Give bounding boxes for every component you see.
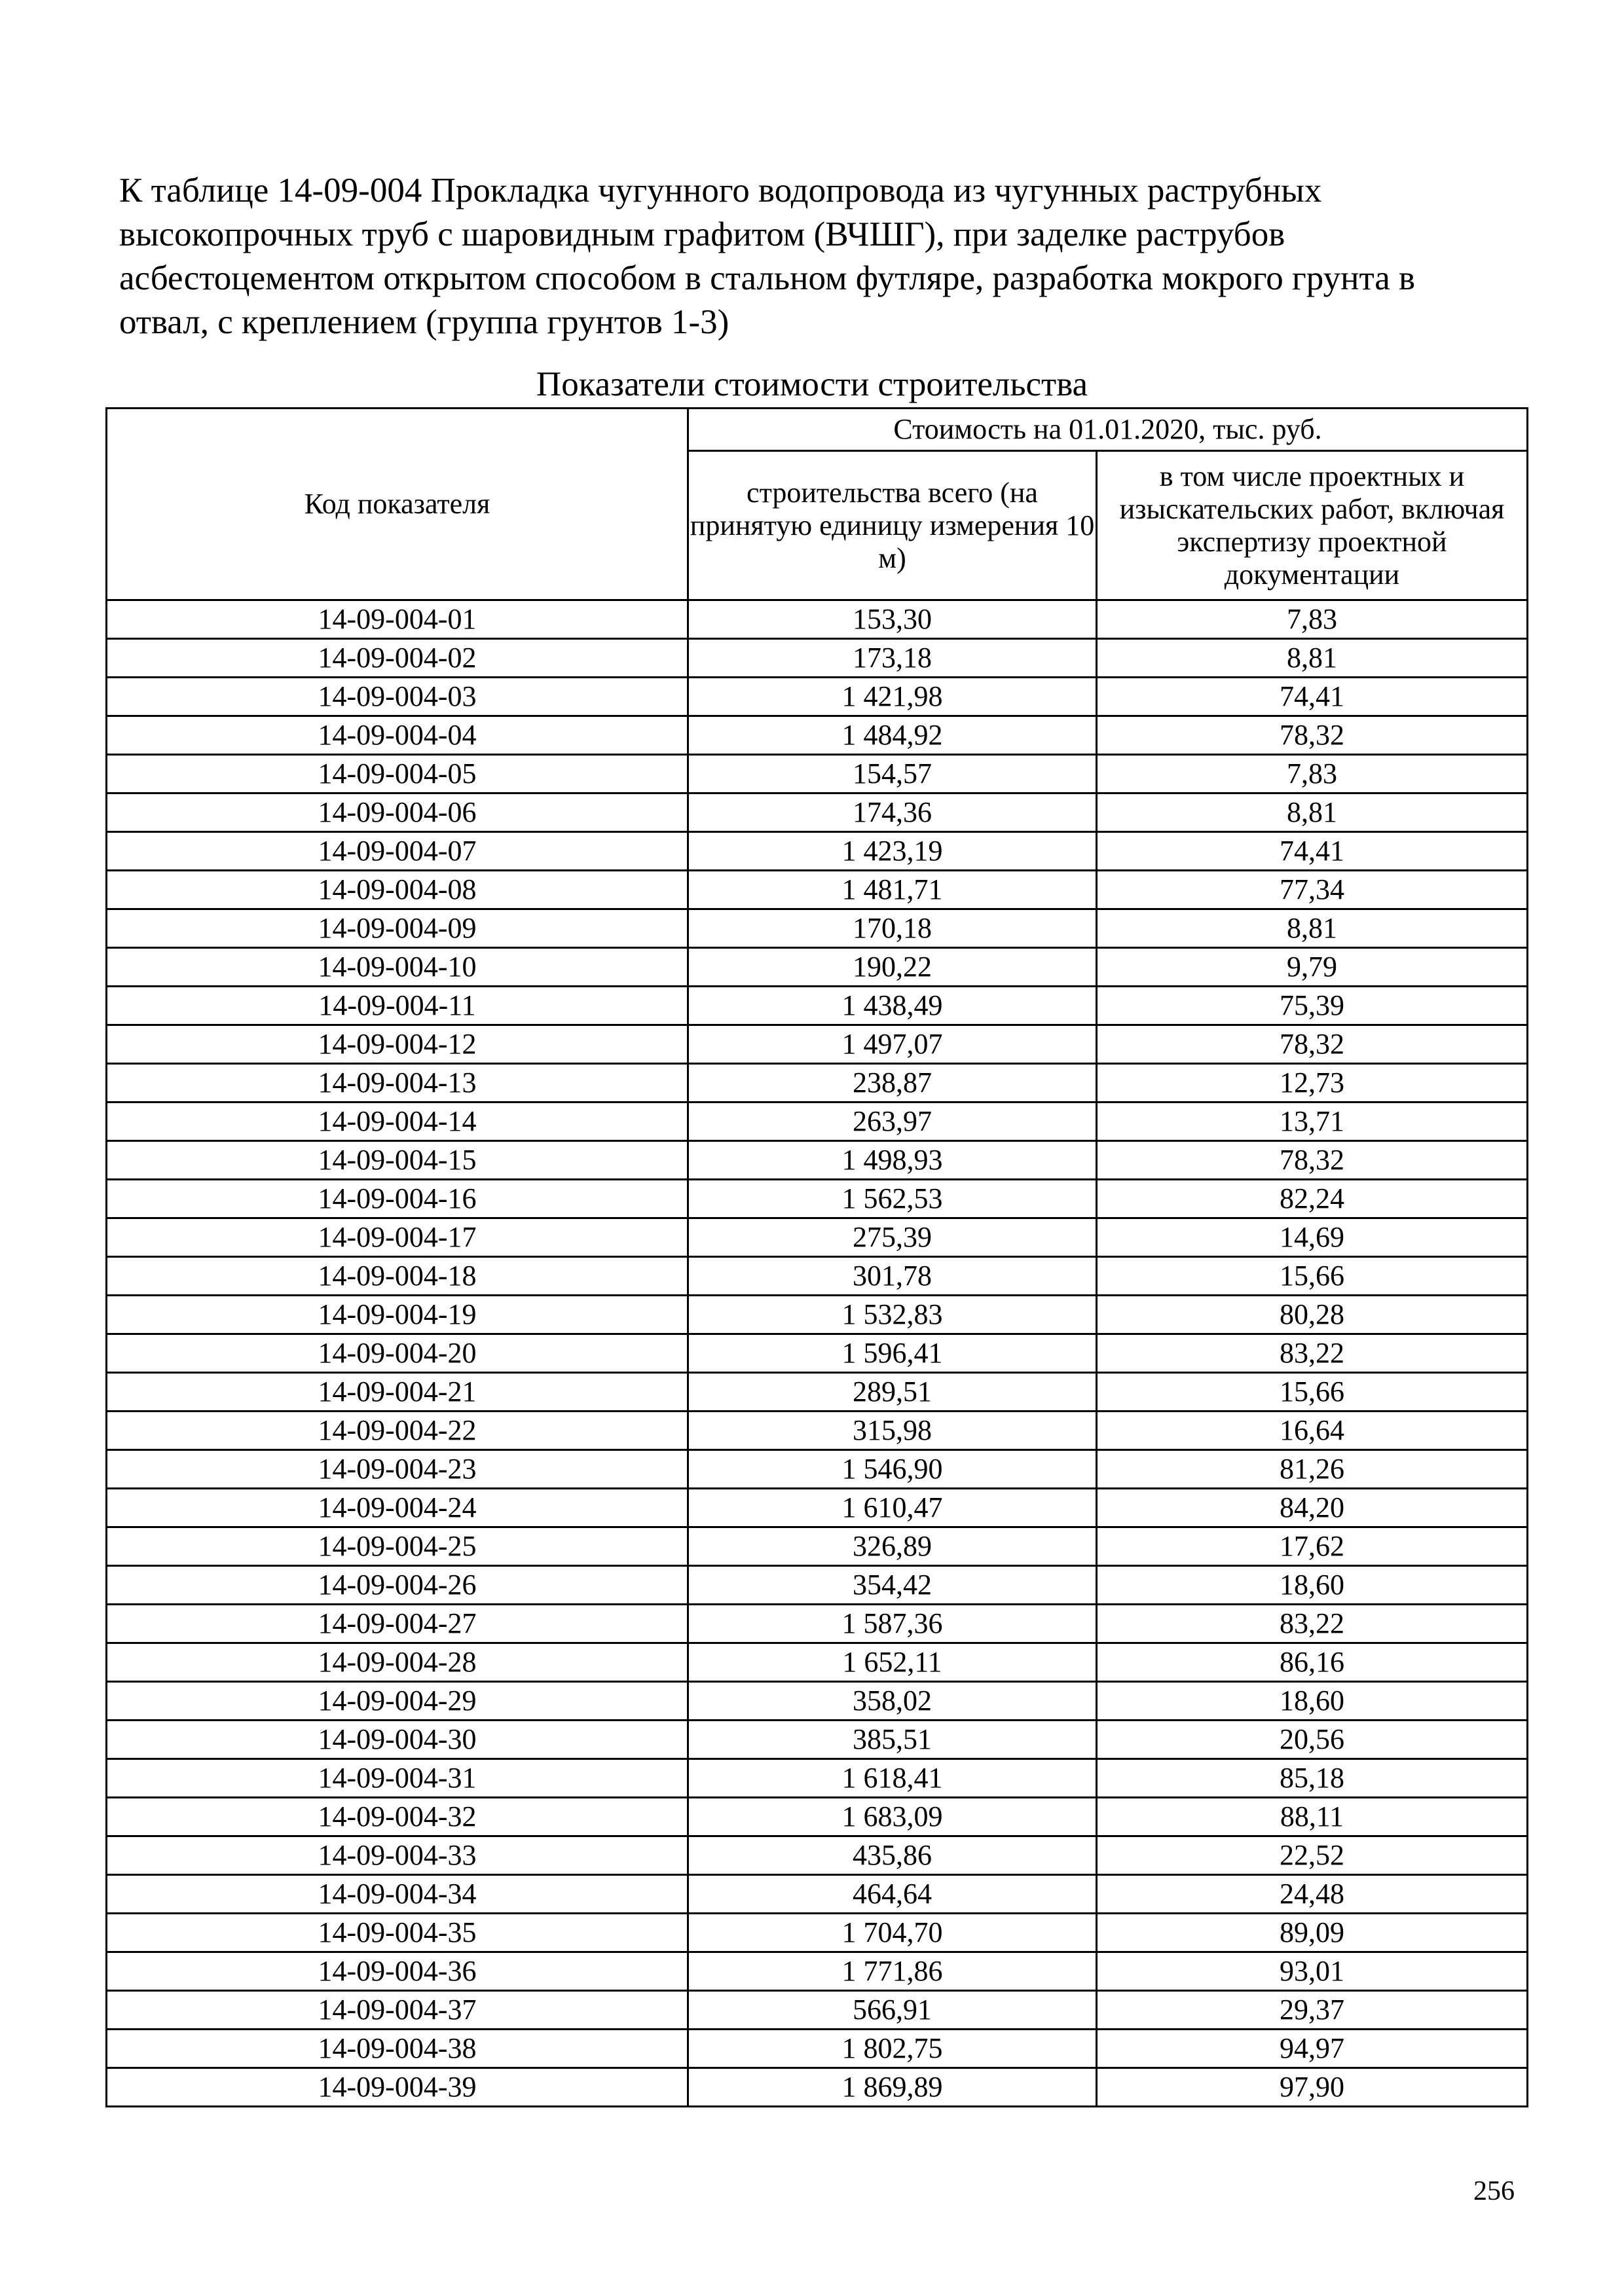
table-row [107, 1025, 1528, 1064]
cell-code: 14-09-004-18 [107, 1257, 688, 1296]
cell-total-cost: 1 546,90 [688, 1450, 1097, 1489]
cell-total-cost: 1 771,86 [688, 1952, 1097, 1991]
table-row [107, 948, 1528, 987]
cell-design-cost: 78,32 [1097, 1025, 1528, 1064]
cell-code: 14-09-004-06 [107, 793, 688, 832]
cell-code: 14-09-004-33 [107, 1836, 688, 1875]
table-row [107, 639, 1528, 678]
cell-code: 14-09-004-11 [107, 987, 688, 1025]
table-row [107, 1257, 1528, 1296]
table-row [107, 755, 1528, 793]
table-row [107, 1102, 1528, 1141]
table-row [107, 1991, 1528, 2030]
table-row [107, 909, 1528, 948]
cell-total-cost: 174,36 [688, 793, 1097, 832]
cell-total-cost: 1 683,09 [688, 1798, 1097, 1836]
cell-code: 14-09-004-20 [107, 1334, 688, 1373]
cell-design-cost: 17,62 [1097, 1527, 1528, 1566]
table-row [107, 1527, 1528, 1566]
cell-design-cost: 8,81 [1097, 639, 1528, 678]
table-title: Показатели стоимости строительства [536, 365, 1088, 403]
cell-design-cost: 84,20 [1097, 1489, 1528, 1527]
cell-code: 14-09-004-37 [107, 1991, 688, 2030]
cell-design-cost: 18,60 [1097, 1682, 1528, 1721]
table-row [107, 1180, 1528, 1218]
table-row [107, 1759, 1528, 1798]
cell-code: 14-09-004-29 [107, 1682, 688, 1721]
column-header-design-works: в том числе проектных и изыскательских работ, включая экспертизу проектной документации [1097, 451, 1528, 600]
cell-code: 14-09-004-03 [107, 678, 688, 716]
cell-code: 14-09-004-38 [107, 2030, 688, 2068]
cell-code: 14-09-004-32 [107, 1798, 688, 1836]
cost-indicators-table [105, 407, 1528, 2107]
cell-total-cost: 315,98 [688, 1412, 1097, 1450]
cell-code: 14-09-004-08 [107, 871, 688, 909]
cell-design-cost: 89,09 [1097, 1914, 1528, 1952]
cell-design-cost: 78,32 [1097, 716, 1528, 755]
cell-design-cost: 18,60 [1097, 1566, 1528, 1605]
cell-total-cost: 238,87 [688, 1064, 1097, 1102]
cell-design-cost: 9,79 [1097, 948, 1528, 987]
cell-code: 14-09-004-31 [107, 1759, 688, 1798]
table-row [107, 1836, 1528, 1875]
table-row [107, 600, 1528, 639]
cell-code: 14-09-004-36 [107, 1952, 688, 1991]
cell-total-cost: 263,97 [688, 1102, 1097, 1141]
cell-total-cost: 1 497,07 [688, 1025, 1097, 1064]
table-row [107, 793, 1528, 832]
cell-design-cost: 15,66 [1097, 1373, 1528, 1412]
cell-design-cost: 8,81 [1097, 909, 1528, 948]
table-row [107, 716, 1528, 755]
table-row [107, 1489, 1528, 1527]
cell-total-cost: 1 421,98 [688, 678, 1097, 716]
cell-total-cost: 358,02 [688, 1682, 1097, 1721]
cell-total-cost: 289,51 [688, 1373, 1097, 1412]
cell-total-cost: 1 498,93 [688, 1141, 1097, 1180]
table-row [107, 987, 1528, 1025]
cell-code: 14-09-004-26 [107, 1566, 688, 1605]
cell-total-cost: 385,51 [688, 1721, 1097, 1759]
cell-design-cost: 83,22 [1097, 1605, 1528, 1643]
cell-code: 14-09-004-13 [107, 1064, 688, 1102]
cell-code: 14-09-004-39 [107, 2068, 688, 2107]
cell-total-cost: 566,91 [688, 1991, 1097, 2030]
cell-code: 14-09-004-15 [107, 1141, 688, 1180]
cell-total-cost: 275,39 [688, 1218, 1097, 1257]
column-header-code: Код показателя [107, 409, 688, 600]
cell-code: 14-09-004-21 [107, 1373, 688, 1412]
cell-design-cost: 8,81 [1097, 793, 1528, 832]
column-group-header-cost: Стоимость на 01.01.2020, тыс. руб. [688, 409, 1528, 451]
table-row [107, 1296, 1528, 1334]
cell-total-cost: 154,57 [688, 755, 1097, 793]
table-row [107, 832, 1528, 871]
cell-design-cost: 13,71 [1097, 1102, 1528, 1141]
cell-design-cost: 7,83 [1097, 600, 1528, 639]
cell-total-cost: 1 532,83 [688, 1296, 1097, 1334]
cell-total-cost: 1 596,41 [688, 1334, 1097, 1373]
table-row [107, 871, 1528, 909]
table-row [107, 1334, 1528, 1373]
header-row-group [107, 409, 1528, 451]
cell-code: 14-09-004-35 [107, 1914, 688, 1952]
cell-total-cost: 1 438,49 [688, 987, 1097, 1025]
cell-total-cost: 1 704,70 [688, 1914, 1097, 1952]
cell-design-cost: 80,28 [1097, 1296, 1528, 1334]
cell-code: 14-09-004-24 [107, 1489, 688, 1527]
cell-code: 14-09-004-05 [107, 755, 688, 793]
cell-total-cost: 1 802,75 [688, 2030, 1097, 2068]
cell-total-cost: 1 484,92 [688, 716, 1097, 755]
cell-design-cost: 83,22 [1097, 1334, 1528, 1373]
cell-design-cost: 74,41 [1097, 832, 1528, 871]
document-heading: К таблице 14-09-004 Прокладка чугунного водопровода из чугунных раструбных высокопрочных труб с шаровидным графитом (ВЧШГ), при заделке раструбов асбестоцементом открытом способом в стальном футляре, разработка мокрого грунта в отвал, с креплением (группа грунтов 1-3) [119, 172, 1416, 341]
cell-code: 14-09-004-34 [107, 1875, 688, 1914]
cell-design-cost: 12,73 [1097, 1064, 1528, 1102]
table-row [107, 1798, 1528, 1836]
cell-code: 14-09-004-28 [107, 1643, 688, 1682]
cell-code: 14-09-004-17 [107, 1218, 688, 1257]
cell-total-cost: 153,30 [688, 600, 1097, 639]
table-row [107, 1952, 1528, 1991]
cell-code: 14-09-004-02 [107, 639, 688, 678]
cell-total-cost: 190,22 [688, 948, 1097, 987]
column-header-total: строительства всего (на принятую единицу измерения 10 м) [688, 451, 1097, 600]
cell-code: 14-09-004-04 [107, 716, 688, 755]
cell-code: 14-09-004-14 [107, 1102, 688, 1141]
cell-total-cost: 1 869,89 [688, 2068, 1097, 2107]
page-number: 256 [1473, 2176, 1515, 2206]
cell-total-cost: 1 481,71 [688, 871, 1097, 909]
cell-design-cost: 81,26 [1097, 1450, 1528, 1489]
cell-total-cost: 354,42 [688, 1566, 1097, 1605]
cell-design-cost: 14,69 [1097, 1218, 1528, 1257]
cell-code: 14-09-004-25 [107, 1527, 688, 1566]
table-row [107, 1141, 1528, 1180]
table-row [107, 1412, 1528, 1450]
cell-design-cost: 94,97 [1097, 2030, 1528, 2068]
table-row [107, 1450, 1528, 1489]
cell-code: 14-09-004-10 [107, 948, 688, 987]
cell-total-cost: 1 587,36 [688, 1605, 1097, 1643]
cell-code: 14-09-004-27 [107, 1605, 688, 1643]
cell-code: 14-09-004-09 [107, 909, 688, 948]
cell-code: 14-09-004-22 [107, 1412, 688, 1450]
cell-total-cost: 1 423,19 [688, 832, 1097, 871]
table-row [107, 1914, 1528, 1952]
cell-code: 14-09-004-30 [107, 1721, 688, 1759]
cell-design-cost: 88,11 [1097, 1798, 1528, 1836]
cell-design-cost: 75,39 [1097, 987, 1528, 1025]
cell-total-cost: 464,64 [688, 1875, 1097, 1914]
cell-design-cost: 16,64 [1097, 1412, 1528, 1450]
table-row [107, 1218, 1528, 1257]
cell-total-cost: 1 610,47 [688, 1489, 1097, 1527]
cell-code: 14-09-004-07 [107, 832, 688, 871]
cell-design-cost: 22,52 [1097, 1836, 1528, 1875]
table-row [107, 2068, 1528, 2107]
cell-design-cost: 77,34 [1097, 871, 1528, 909]
cell-code: 14-09-004-01 [107, 600, 688, 639]
cell-design-cost: 86,16 [1097, 1643, 1528, 1682]
table-row [107, 1875, 1528, 1914]
table-body [107, 600, 1528, 2107]
cell-total-cost: 1 618,41 [688, 1759, 1097, 1798]
cell-design-cost: 7,83 [1097, 755, 1528, 793]
cell-design-cost: 85,18 [1097, 1759, 1528, 1798]
cell-total-cost: 1 562,53 [688, 1180, 1097, 1218]
cell-total-cost: 1 652,11 [688, 1643, 1097, 1682]
cell-design-cost: 74,41 [1097, 678, 1528, 716]
table-row [107, 1643, 1528, 1682]
cell-design-cost: 29,37 [1097, 1991, 1528, 2030]
cell-total-cost: 435,86 [688, 1836, 1097, 1875]
table-row [107, 1605, 1528, 1643]
table-row [107, 2030, 1528, 2068]
table-row [107, 678, 1528, 716]
cell-code: 14-09-004-23 [107, 1450, 688, 1489]
cell-design-cost: 20,56 [1097, 1721, 1528, 1759]
cell-code: 14-09-004-16 [107, 1180, 688, 1218]
table-row [107, 1566, 1528, 1605]
cell-total-cost: 170,18 [688, 909, 1097, 948]
cell-design-cost: 82,24 [1097, 1180, 1528, 1218]
cell-code: 14-09-004-12 [107, 1025, 688, 1064]
table-row [107, 1721, 1528, 1759]
cell-code: 14-09-004-19 [107, 1296, 688, 1334]
cell-design-cost: 78,32 [1097, 1141, 1528, 1180]
cell-design-cost: 97,90 [1097, 2068, 1528, 2107]
table-row [107, 1064, 1528, 1102]
cell-design-cost: 15,66 [1097, 1257, 1528, 1296]
cell-total-cost: 173,18 [688, 639, 1097, 678]
cell-design-cost: 24,48 [1097, 1875, 1528, 1914]
table-row [107, 1373, 1528, 1412]
table-row [107, 1682, 1528, 1721]
cell-total-cost: 301,78 [688, 1257, 1097, 1296]
cell-design-cost: 93,01 [1097, 1952, 1528, 1991]
cell-total-cost: 326,89 [688, 1527, 1097, 1566]
